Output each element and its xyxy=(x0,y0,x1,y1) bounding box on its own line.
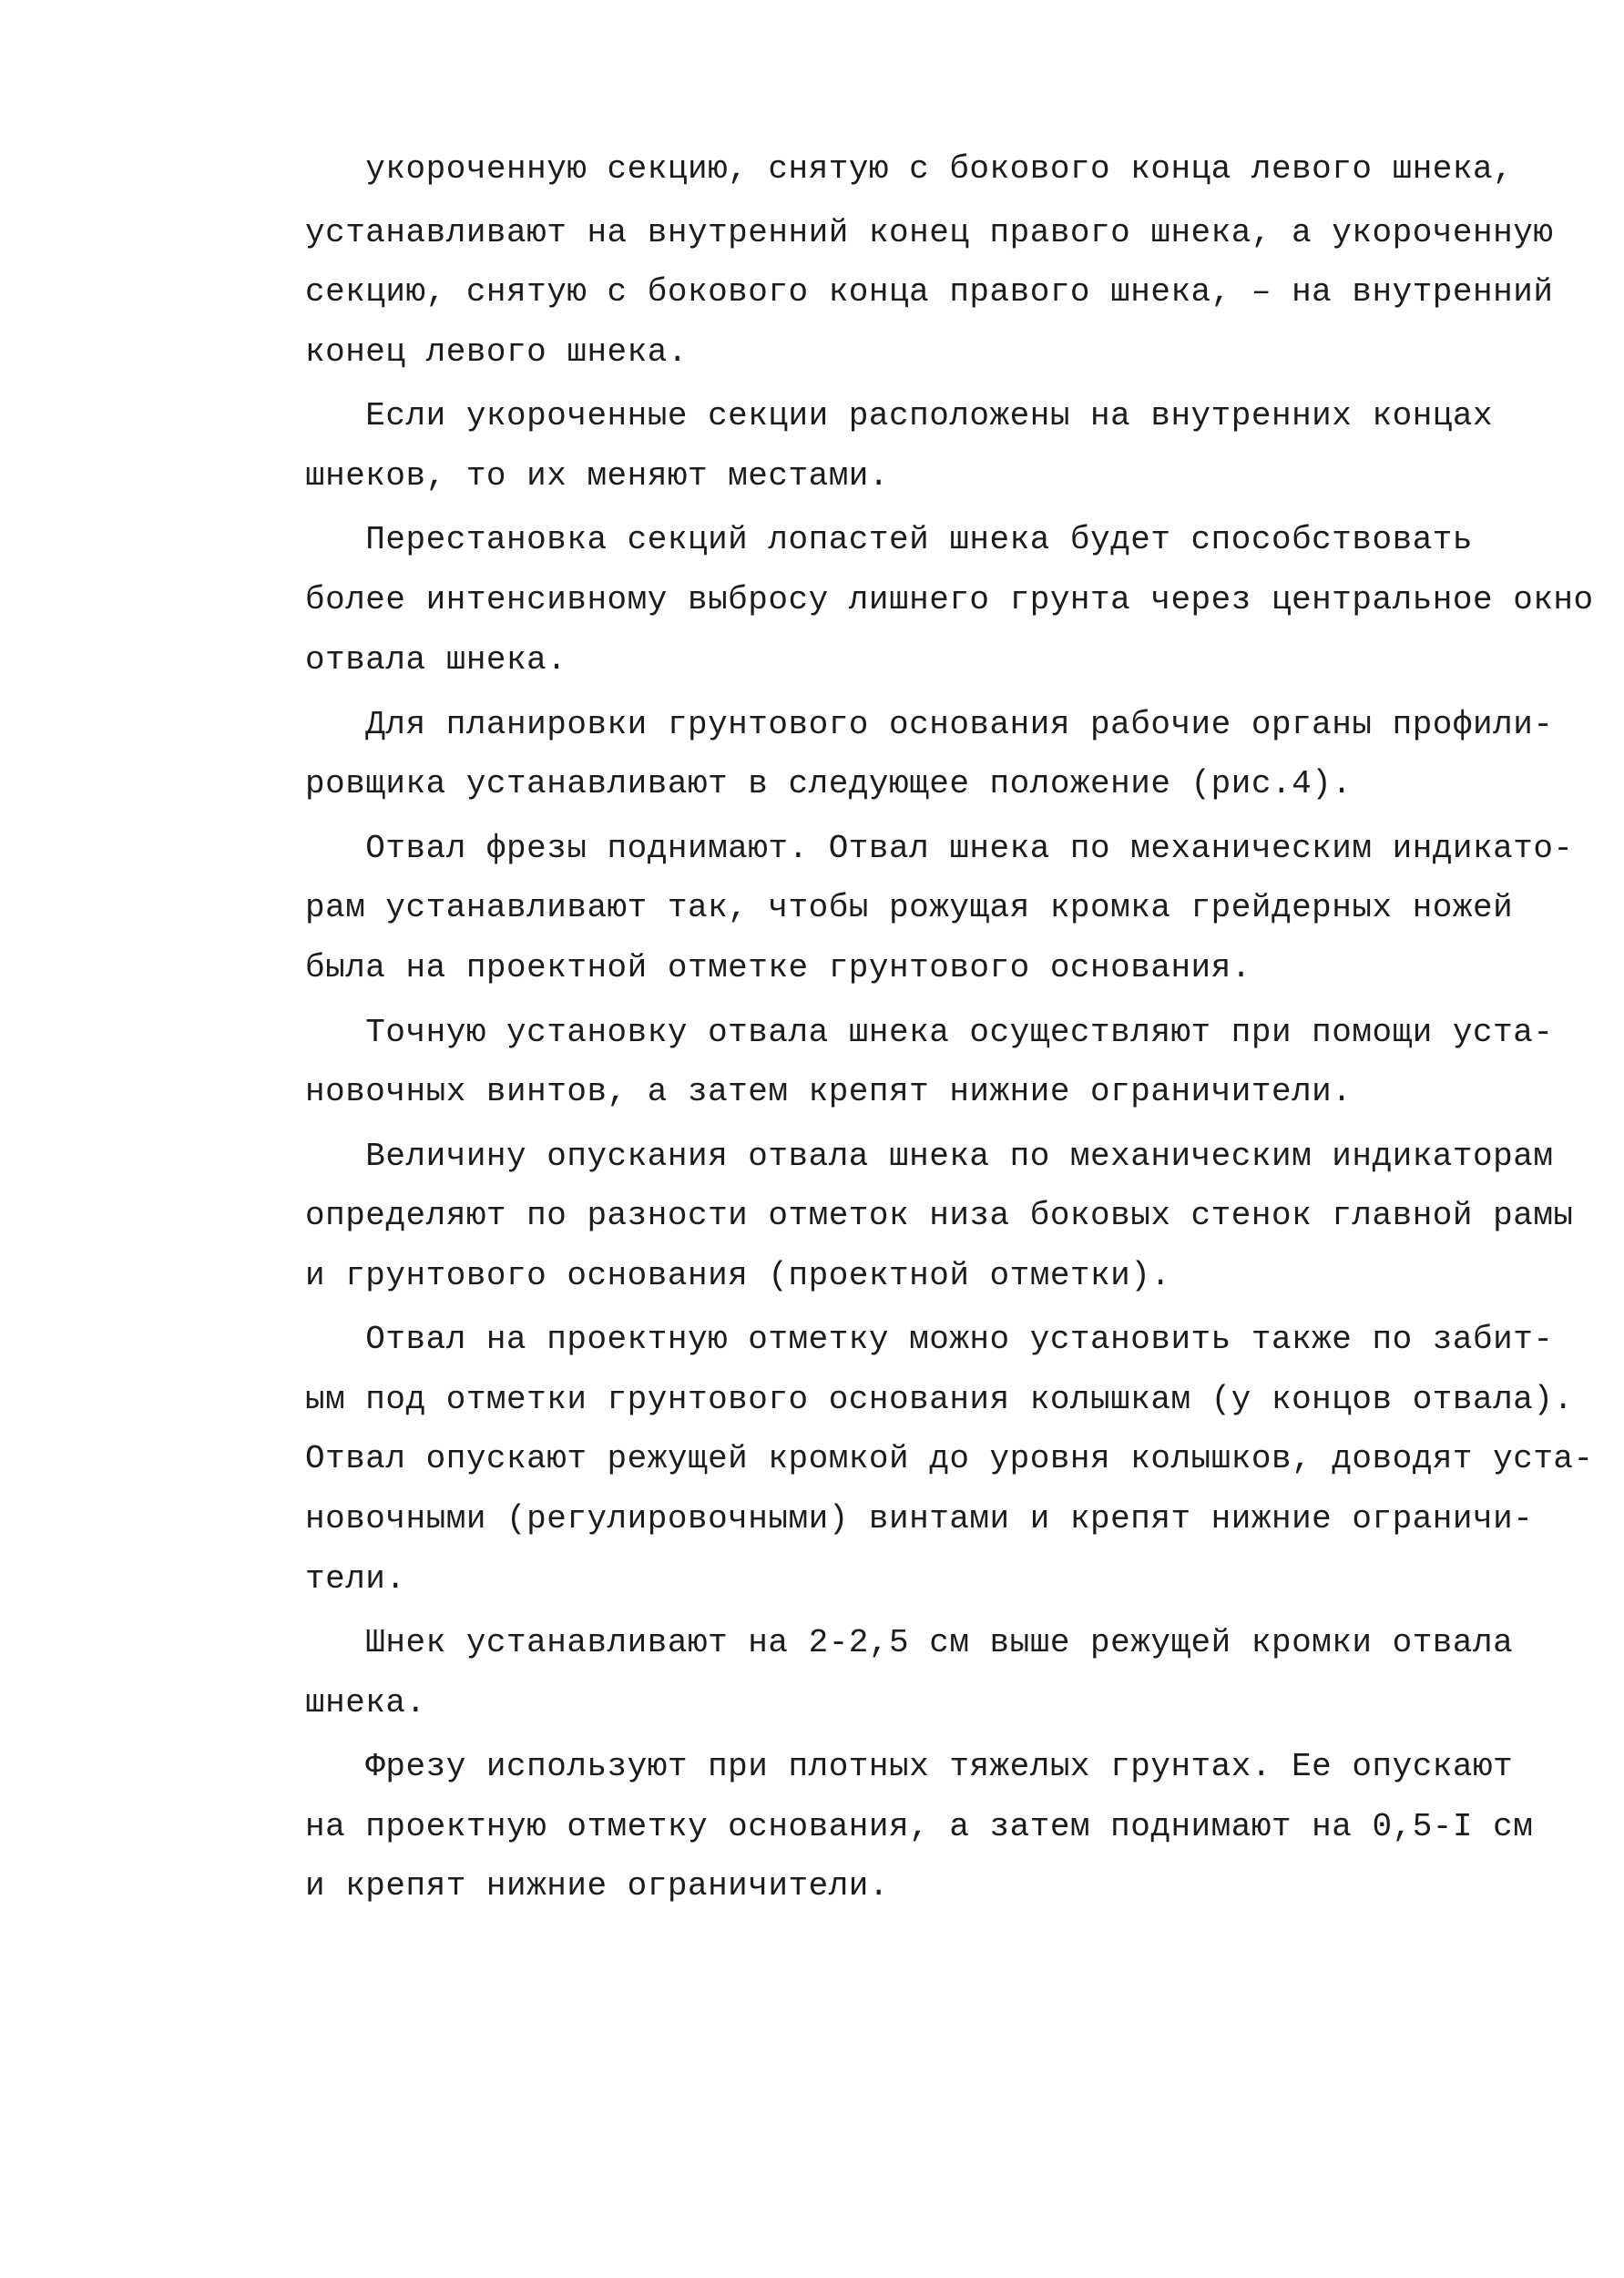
text-line: и грунтового основания (проектной отметки). xyxy=(305,1257,1171,1294)
text-line: ровщика устанавливают в следующее положение (рис.4). xyxy=(305,765,1353,802)
text-line: конец левого шнека. xyxy=(305,333,688,371)
text-line: ым под отметки грунтового основания колышкам (у концов отвала). xyxy=(305,1381,1574,1418)
text-line: шнека. xyxy=(305,1684,426,1721)
text-line: шнеков, то их меняют местами. xyxy=(305,457,890,495)
text-line: устанавливают на внутренний конец правого шнека, а укороченную xyxy=(305,214,1554,251)
text-line: Точную установку отвала шнека осуществляют при помощи уста- xyxy=(305,1014,1554,1051)
text-line: укороченную секцию, снятую с бокового конца левого шнека, xyxy=(305,150,1514,188)
text-line: на проектную отметку основания, а затем поднимают на 0,5-I см xyxy=(305,1808,1534,1845)
text-line: Фрезу используют при плотных тяжелых грунтах. Ее опускают xyxy=(305,1748,1514,1785)
text-line: Если укороченные секции расположены на внутренних концах xyxy=(305,397,1494,434)
text-line: определяют по разности отметок низа боковых стенок главной рамы xyxy=(305,1197,1574,1234)
text-line: рам устанавливают так, чтобы рожущая кромка грейдерных ножей xyxy=(305,889,1514,926)
text-line: Отвал фрезы поднимают. Отвал шнека по механическим индикато- xyxy=(305,830,1574,867)
text-line: и крепят нижние ограничители. xyxy=(305,1867,890,1905)
text-line: Отвал опускают режущей кромкой до уровня колышков, доводят уста- xyxy=(305,1440,1594,1477)
text-line: секцию, снятую с бокового конца правого шнека, – на внутренний xyxy=(305,273,1554,311)
text-line: тели. xyxy=(305,1560,406,1598)
text-line: новочных винтов, а затем крепят нижние ограничители. xyxy=(305,1073,1353,1110)
text-line: Шнек устанавливают на 2-2,5 см выше режущей кромки отвала xyxy=(305,1624,1514,1661)
text-line: Отвал на проектную отметку можно установить также по забит- xyxy=(305,1321,1554,1358)
text-line: Перестановка секций лопастей шнека будет способствовать xyxy=(305,521,1474,558)
text-line: Величину опускания отвала шнека по механическим индикаторам xyxy=(305,1138,1554,1175)
text-line: была на проектной отметке грунтового основания. xyxy=(305,949,1251,986)
text-line: отвала шнека. xyxy=(305,641,567,679)
text-line: Для планировки грунтового основания рабочие органы профили- xyxy=(305,706,1554,743)
text-line: более интенсивному выбросу лишнего грунта через центральное окно xyxy=(305,581,1594,618)
text-line: новочными (регулировочными) винтами и крепят нижние ограничи- xyxy=(305,1500,1534,1537)
